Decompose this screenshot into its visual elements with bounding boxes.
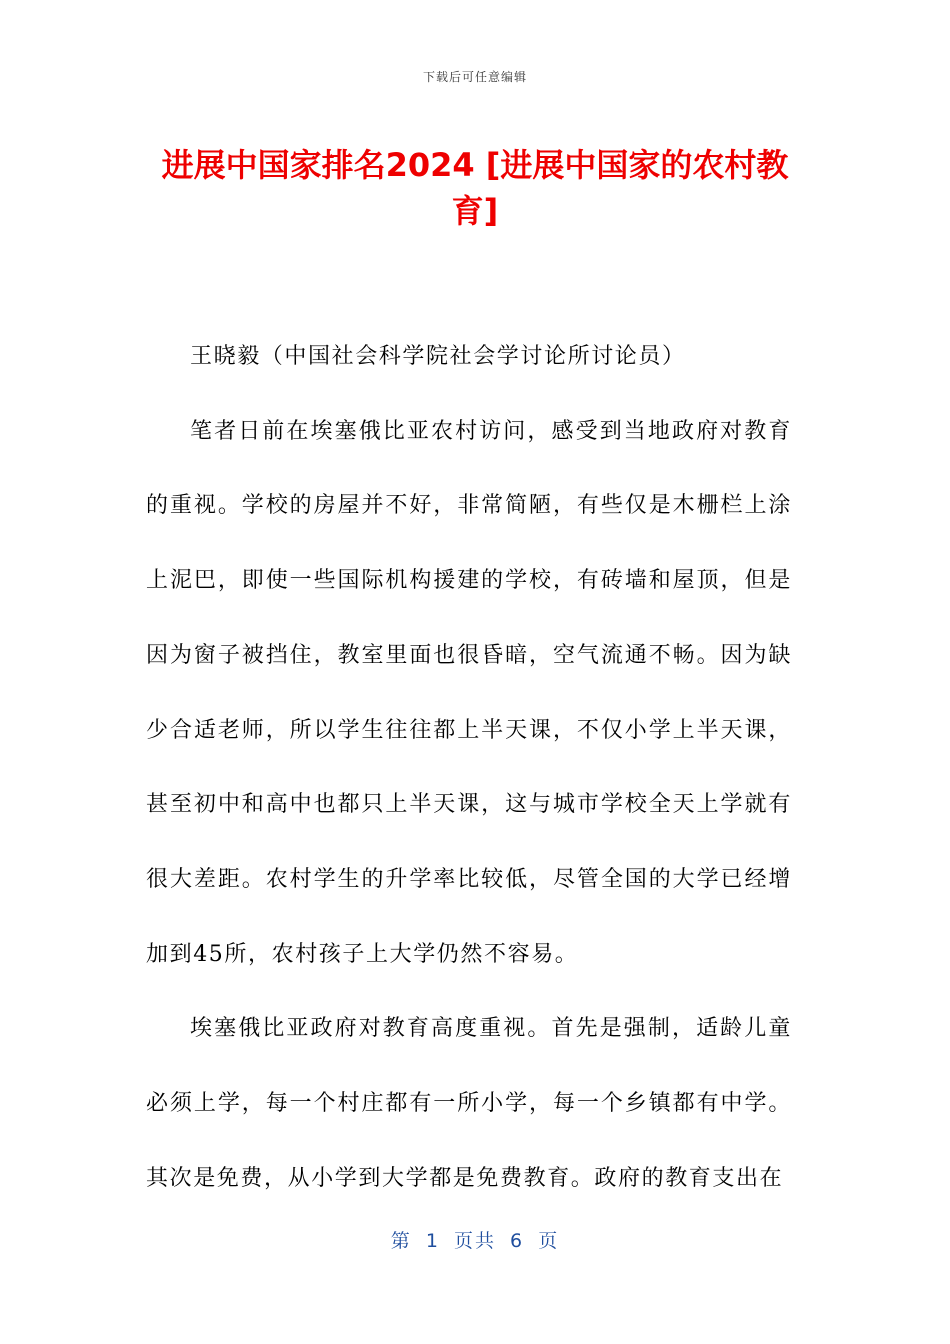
page-current: 1 <box>425 1230 440 1252</box>
page-total: 6 <box>510 1230 525 1252</box>
page-label-prefix: 第 <box>390 1230 412 1252</box>
header-note: 下载后可任意编辑 <box>422 70 527 84</box>
document-body <box>146 320 792 1216</box>
paragraph: 笔者日前在埃塞俄比亚农村访问，感受到当地政府对教育的重视。学校的房屋并不好，非常简陋，有些仅是木栅栏上涂上泥巴，即使一些国际机构援建的学校，有砖墙和屋顶，但是因为窗子被挡住，教室里面也很昏暗，空气流通不畅。因为缺少合适老师，所以学生往往都上半天课，不仅小学上半天课，甚至初中和高中也都只上半天课，这与城市学校全天上学就有很大差距。农村学生的升学率比较低，尽管全国的大学已经增加到45所，农村孩子上大学仍然不容易。 <box>146 418 792 967</box>
author-line: 王晓毅（中国社会科学院社会学讨论所讨论员） <box>190 344 686 369</box>
page-label-suffix: 页 <box>538 1230 560 1252</box>
page-label-mid: 页共 <box>453 1230 496 1252</box>
document-title: 进展中国家排名2024 [进展中国家的农村教育] <box>161 146 789 230</box>
page-footer <box>0 1226 950 1253</box>
paragraph: 埃塞俄比亚政府对教育高度重视。首先是强制，适龄儿童必须上学，每一个村庄都有一所小学，每一个乡镇都有中学。其次是免费，从小学到大学都是免费教育。政府的教育支出在 <box>146 1016 792 1191</box>
